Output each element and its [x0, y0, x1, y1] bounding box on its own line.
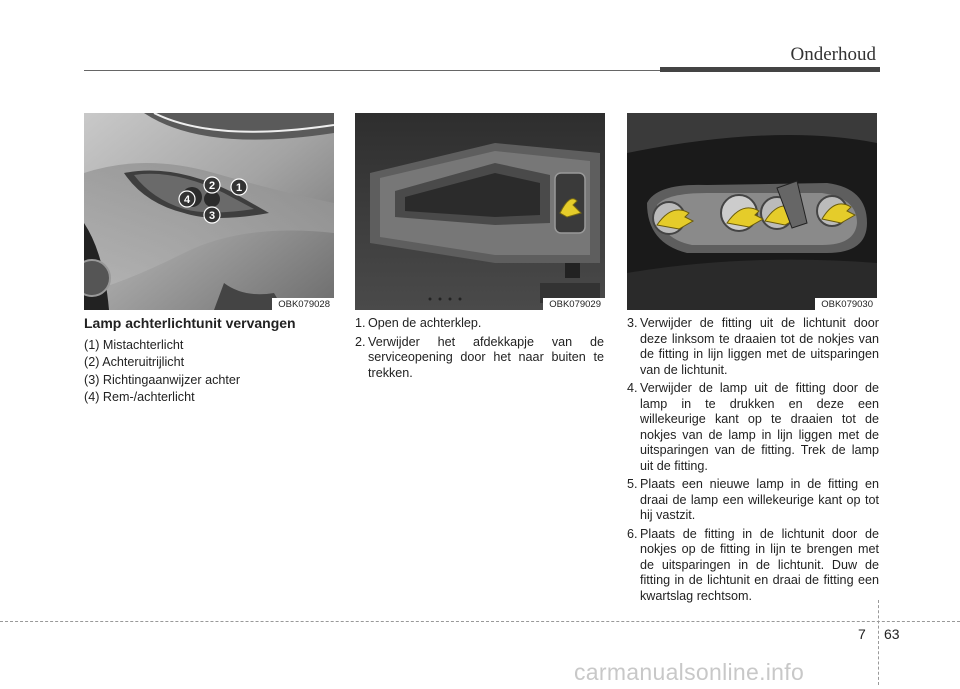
step-item [355, 316, 604, 332]
figure-car-rear [84, 113, 334, 310]
column-lamp-list [84, 316, 339, 408]
bulb-sockets-illustration [627, 113, 877, 310]
list-item: (2) Achteruitrijlicht [84, 355, 185, 369]
callout-2: 2 [208, 180, 216, 192]
figure-service-cover [355, 113, 605, 310]
figure-code: OBK079030 [815, 298, 877, 310]
figure-bulb-sockets [627, 113, 877, 310]
footer-divider [0, 621, 960, 622]
steps-list [627, 316, 879, 604]
step-text: Plaats de fitting in de lichtunit door de nokjes op de fitting in lijn te brengen met de uitsparingen in de lichtunit. Duw de fitting in de lichtunit en draai de fitting een kwartslag rechtsom. [640, 526, 879, 603]
step-item [627, 381, 879, 474]
step-item [355, 335, 604, 382]
step-text: Plaats een nieuwe lamp in de fitting en draai de lamp een willekeurige kant op tot hij vastzit. [640, 477, 879, 522]
step-item [627, 527, 879, 605]
step-text: Verwijder de lamp uit de fitting door de lamp in te drukken en deze een willekeurige kant op te draaien tot de nokjes van de lamp in lijn liggen met de uitsparingen van de fitting. Trek de lamp uit de fitting. [640, 381, 879, 473]
column-steps-1 [355, 316, 604, 384]
section-heading: Lamp achterlichtunit vervangen [84, 315, 296, 331]
step-number: 4. [627, 381, 638, 395]
step-item [627, 477, 879, 524]
list-item: (1) Mistachterlicht [84, 337, 184, 352]
car-rear-illustration [84, 113, 334, 310]
column-steps-2 [627, 316, 879, 607]
footer-page-separator [878, 600, 879, 685]
step-number: 1. [355, 316, 366, 330]
list-item: (4) Rem-/achterlicht [84, 390, 195, 404]
header-divider-accent [660, 67, 880, 72]
step-item [627, 316, 879, 378]
page-section-title: Onderhoud [790, 44, 876, 65]
figure-code: OBK079029 [543, 298, 605, 310]
step-text: Verwijder de fitting uit de lichtunit door deze linksom te draaien tot de nokjes van de fitting in lijn liggen met de uitsparingen van de lichtunit. [640, 316, 879, 377]
figure-code: OBK079028 [272, 298, 334, 310]
step-number: 6. [627, 526, 638, 541]
service-cover-illustration [355, 113, 605, 310]
step-text: Open de achterklep. [368, 316, 482, 330]
steps-list [355, 316, 604, 381]
callout-1: 1 [235, 182, 243, 194]
step-number: 3. [627, 316, 638, 330]
callout-4: 4 [183, 194, 191, 206]
step-number: 2. [355, 334, 366, 349]
page-number: 63 [884, 626, 900, 642]
watermark: carmanualsonline.info [574, 659, 805, 685]
step-text: Verwijder het afdekkapje van de serviceopening door het naar buiten te trekken. [368, 334, 604, 380]
list-item: (3) Richtingaanwijzer achter [84, 372, 241, 387]
callout-3: 3 [208, 210, 216, 222]
lamp-list [84, 338, 339, 406]
step-number: 5. [627, 477, 638, 491]
chapter-number: 7 [858, 626, 866, 642]
